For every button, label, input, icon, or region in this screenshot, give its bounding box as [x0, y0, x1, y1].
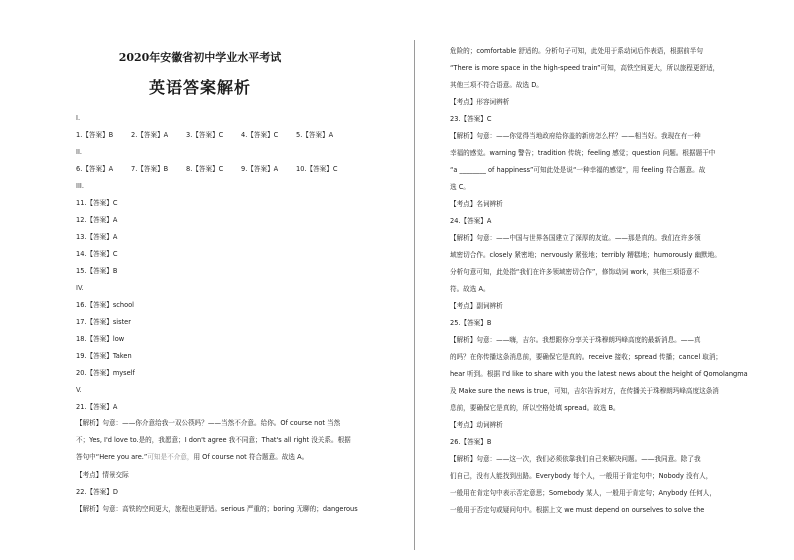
explanation-23-line-1: 【解析】句意：——你觉得当地政府给你盖的新房怎么样？——相当好。我现在有一种: [450, 132, 701, 140]
answer-14: 14.【答案】C: [76, 250, 118, 258]
answer-21: 21.【答案】A: [76, 403, 118, 411]
explanation-21-line-3: 答句中“Here you are.”可知是不介意，用 Of course not 符合题意。故选 A。: [76, 453, 309, 461]
answer-16: 16.【答案】school: [76, 301, 135, 309]
answer-9: 9.【答案】A: [241, 165, 279, 173]
topic-24: 【考点】副词辨析: [450, 302, 503, 310]
answer-20: 20.【答案】myself: [76, 369, 135, 377]
explanation-23-line-2: 幸福的感觉。warning 警告；tradition 传统；feeling 感觉；question 问题。根据题干中: [450, 149, 716, 157]
answer-1: 1.【答案】B: [76, 131, 114, 139]
section-heading-2: II.: [76, 148, 82, 156]
answer-13: 13.【答案】A: [76, 233, 118, 241]
answer-row-2: [76, 165, 351, 174]
answer-3: 3.【答案】C: [186, 131, 224, 139]
answer-2: 2.【答案】A: [131, 131, 169, 139]
explanation-21-line-2: 不；Yes, I'd love to.是的，我愿意；I don't agree 我不同意；That's all right 没关系。根据: [76, 436, 351, 444]
answer-12: 12.【答案】A: [76, 216, 118, 224]
explanation-22-line-4: 其他三项不符合语意。故选 D。: [450, 81, 543, 89]
explanation-24-line-1: 【解析】句意：——中国与世界各国建立了深厚的友谊。——那是真的。我们在许多领: [450, 234, 701, 242]
explanation-26-line-2: 们自己，没有人能找到出路。Everybody 每个人，一般用于肯定句中；Nobody 没有人，: [450, 472, 713, 480]
answer-25: 25.【答案】B: [450, 319, 492, 327]
section-heading-4: IV.: [76, 284, 84, 292]
answer-4: 4.【答案】C: [241, 131, 279, 139]
explanation-24-line-2: 域密切合作。closely 紧密地；nervously 紧张地；terribly 糟糕地；humorously 幽默地。: [450, 251, 721, 259]
explanation-25-line-2: 的吗？在你传播这条消息前，要确保它是真的。receive 接收；spread 传播；cancel 取消；: [450, 353, 723, 361]
answer-6: 6.【答案】A: [76, 165, 114, 173]
section-heading-5: V.: [76, 386, 82, 394]
answer-row-1: [76, 131, 351, 140]
page-title: 英语答案解析: [148, 78, 251, 97]
explanation-25-line-3: hear 听到。根据 I'd like to share with you the latest news about the height of Qomolangma: [450, 370, 748, 378]
explanation-25-line-5: 息前，要确保它是真的，所以空格处填 spread。故选 B。: [450, 404, 620, 412]
answer-24: 24.【答案】A: [450, 217, 492, 225]
explanation-23-line-4: 选 C。: [450, 183, 470, 191]
section-heading-1: I.: [76, 114, 81, 122]
answer-17: 17.【答案】sister: [76, 318, 131, 326]
topic-25: 【考点】动词辨析: [450, 421, 503, 429]
explanation-24-line-3: 分析句意可知，此处指“我们在许多领域密切合作”，修饰动词 work，其他三项语意不: [450, 268, 700, 276]
answer-26: 26.【答案】B: [450, 438, 492, 446]
explanation-22-line-3: “There is more space in the high-speed train”可知，高铁空间更大，所以旅程更舒适，: [450, 64, 720, 72]
section-heading-3: III.: [76, 182, 84, 190]
answer-7: 7.【答案】B: [131, 165, 169, 173]
explanation-25-line-1: 【解析】句意：——嗨，吉尔。我想跟你分享关于珠穆朗玛峰高度的最新消息。——真: [450, 336, 701, 344]
answer-5: 5.【答案】A: [296, 131, 334, 139]
explanation-21-line-1: 【解析】句意：——你介意给我一双公筷吗？——当然不介意。给你。Of course not 当然: [76, 419, 341, 427]
topic-23: 【考点】名词辨析: [450, 200, 503, 208]
answer-23: 23.【答案】C: [450, 115, 492, 123]
topic-22: 【考点】形容词辨析: [450, 98, 510, 106]
answer-18: 18.【答案】low: [76, 335, 125, 343]
column-divider: [414, 40, 415, 550]
answer-19: 19.【答案】Taken: [76, 352, 132, 360]
explanation-22-line-1: 【解析】句意：高铁的空间更大，旅程也更舒适。serious 严重的；boring 无聊的；dangerous: [76, 505, 358, 513]
explanation-26-line-3: 一般用在肯定句中表示否定意思；Somebody 某人，一般用于肯定句；Anybody 任何人，: [450, 489, 716, 497]
topic-21: 【考点】情景交际: [76, 471, 129, 479]
answer-15: 15.【答案】B: [76, 267, 118, 275]
explanation-26-line-4: 一般用于否定句或疑问句中。根据上文 we must depend on ourselves to solve the: [450, 506, 705, 514]
answer-8: 8.【答案】C: [186, 165, 224, 173]
explanation-24-line-4: 符。故选 A。: [450, 285, 490, 293]
explanation-26-line-1: 【解析】句意：——这一次，我们必须依靠我们自己来解决问题。——我同意。除了我: [450, 455, 701, 463]
explanation-22-line-2: 危险的；comfortable 舒适的。分析句子可知，此处用于系动词后作表语，根据前半句: [450, 47, 703, 55]
answer-22: 22.【答案】D: [76, 488, 118, 496]
exam-title: 2020年安徽省初中学业水平考试: [118, 51, 282, 64]
explanation-23-line-3: “a ________ of happiness”可知此处是说“一种幸福的感觉”，用 feeling 符合题意。故: [450, 166, 706, 174]
explanation-25-line-4: 及 Make sure the news is true，可知，吉尔告诉对方，在传播关于珠穆朗玛峰高度这条消: [450, 387, 719, 395]
answer-10: 10.【答案】C: [296, 165, 338, 173]
answer-11: 11.【答案】C: [76, 199, 118, 207]
